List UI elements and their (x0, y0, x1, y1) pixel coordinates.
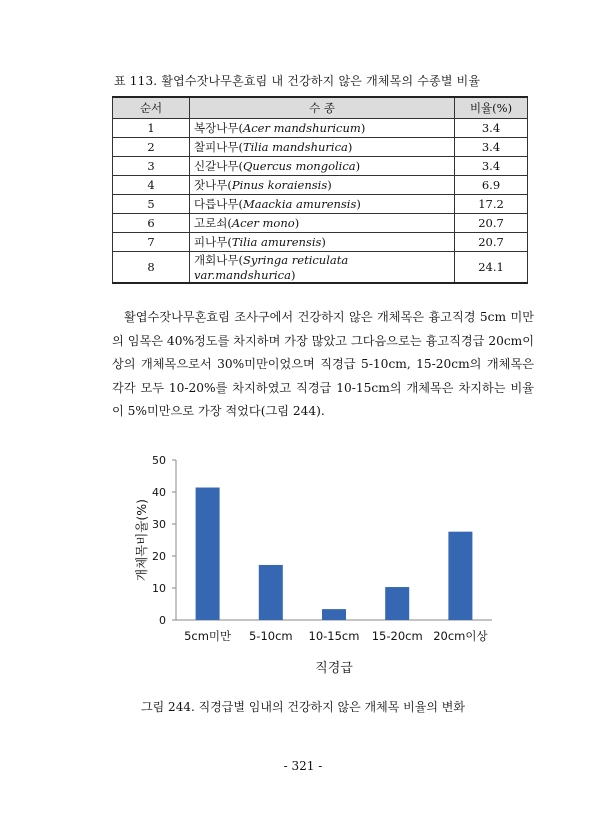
x-tick-label: 5cm미만 (184, 629, 232, 643)
row-order: 7 (113, 233, 190, 252)
row-species: 다릅나무(Maackia amurensis) (190, 195, 455, 214)
page-number: - 321 - (283, 759, 323, 773)
species-latin-name: Tilia amurensis (231, 235, 322, 249)
row-order: 1 (113, 119, 190, 138)
species-korean-name: 신갈나무 (194, 159, 239, 173)
species-korean-name: 찰피나무 (194, 140, 239, 154)
row-species: 복장나무(Acer mandshuricum) (190, 119, 455, 138)
row-species: 잣나무(Pinus koraiensis) (190, 176, 455, 195)
y-tick-label: 50 (152, 454, 166, 467)
y-axis-label: 개체목비율(%) (134, 498, 149, 582)
row-species: 피나무(Tilia amurensis) (190, 233, 455, 252)
y-tick-label: 0 (159, 614, 166, 627)
row-order: 5 (113, 195, 190, 214)
species-korean-name: 복장나무 (194, 121, 239, 135)
species-korean-name: 잣나무 (194, 178, 228, 192)
bar-5-10cm (259, 565, 283, 620)
row-ratio: 3.4 (455, 157, 528, 176)
row-order: 2 (113, 138, 190, 157)
bar-15-20cm (385, 587, 409, 620)
row-ratio: 6.9 (455, 176, 528, 195)
x-tick-label: 5-10cm (248, 629, 293, 643)
row-species: 신갈나무(Quercus mongolica) (190, 157, 455, 176)
y-tick-label: 30 (152, 518, 166, 531)
row-ratio: 20.7 (455, 233, 528, 252)
species-latin-name: Tilia mandshurica (242, 140, 348, 154)
species-korean-name: 다릅나무 (194, 197, 239, 211)
species-latin-name: Acer mono (231, 216, 295, 230)
species-latin-name: Pinus koraiensis (231, 178, 328, 192)
species-latin-name: Maackia amurensis (242, 197, 357, 211)
x-tick-label: 20cm이상 (433, 629, 488, 643)
species-korean-name: 고로쇠 (194, 216, 228, 230)
row-ratio: 3.4 (455, 119, 528, 138)
row-species: 고로쇠(Acer mono) (190, 214, 455, 233)
row-order: 6 (113, 214, 190, 233)
species-latin-name: Quercus mongolica (242, 159, 356, 173)
row-species: 찰피나무(Tilia mandshurica) (190, 138, 455, 157)
x-tick-label: 15-20cm (371, 629, 423, 643)
x-axis-label: 직경급 (315, 661, 353, 676)
row-species: 개회나무(Syringa reticulata var.mandshurica) (190, 252, 455, 284)
bar-5cm미만 (196, 488, 220, 620)
row-order: 4 (113, 176, 190, 195)
species-latin-name: Acer mandshuricum (242, 121, 361, 135)
y-tick-label: 40 (152, 486, 166, 499)
row-ratio: 17.2 (455, 195, 528, 214)
figure-caption: 그림 244. 직경급별 임내의 건강하지 않은 개체목 비율의 변화 (141, 700, 465, 714)
species-latin-name: Syringa reticulata var.mandshurica (194, 253, 349, 282)
header-species: 수 종 (190, 97, 455, 119)
row-order: 3 (113, 157, 190, 176)
header-order: 순서 (113, 97, 190, 119)
y-tick-label: 20 (152, 550, 166, 563)
species-korean-name: 피나무 (194, 235, 228, 249)
row-ratio: 20.7 (455, 214, 528, 233)
row-ratio: 3.4 (455, 138, 528, 157)
paragraph-text: 활엽수잣나무혼효림 조사구에서 건강하지 않은 개체목은 흉고직경 5cm 미만의 임목은 40%정도를 차지하며 가장 많았고 그다음으로는 흉고직경급 20cm이상의 개체목으로서 30%미만이었으며 직경급 5-10cm, 15-20cm의 개체목은 각각 모두 10-20%를 차지하였고 직경급 10-15cm의 개체목은 차지하는 비율이 5%미만으로 가장 적었다(그림 244). (112, 310, 534, 418)
bar-10-15cm (322, 609, 346, 620)
row-order: 8 (113, 252, 190, 284)
row-ratio: 24.1 (455, 252, 528, 284)
bar-20cm이상 (448, 532, 472, 620)
table-caption: 표 113. 활엽수잣나무혼효림 내 건강하지 않은 개체목의 수종별 비율 (114, 74, 481, 88)
y-tick-label: 10 (152, 582, 166, 595)
species-korean-name: 개회나무 (194, 253, 239, 267)
x-tick-label: 10-15cm (308, 629, 360, 643)
header-ratio: 비율(%) (455, 97, 528, 119)
